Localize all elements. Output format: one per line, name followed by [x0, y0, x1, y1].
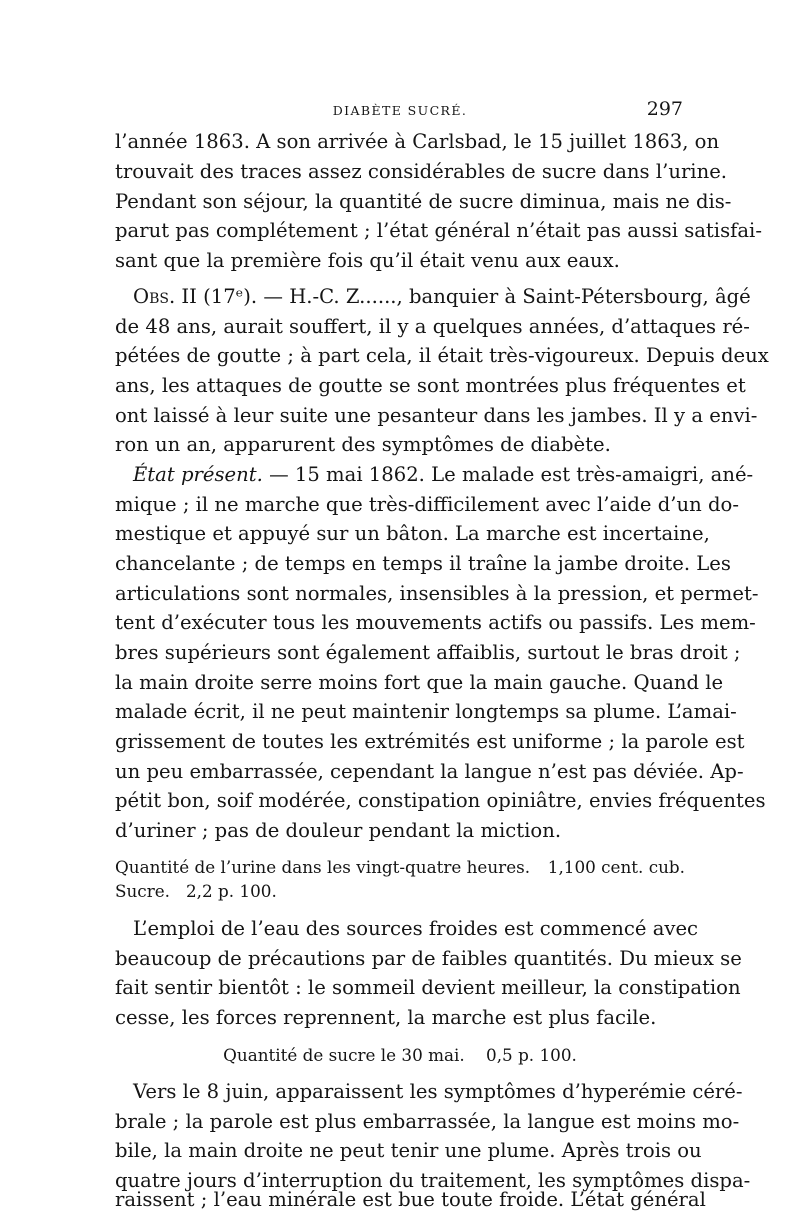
text-line: quatre jours d’interruption du traitement, les symptômes dispa- — [115, 1169, 751, 1192]
text-line: cesse, les forces reprennent, la marche est plus facile. — [115, 1006, 657, 1029]
text-line: raissent ; l’eau minérale est bue toute froide. L’état général — [115, 1188, 706, 1211]
text-line: malade écrit, il ne peut maintenir longtemps sa plume. L’amai- — [115, 700, 737, 723]
text-line: mique ; il ne marche que très-difficilement avec l’aide d’un do- — [115, 493, 739, 516]
text-line: articulations sont normales, insensibles à la pression, et permet- — [115, 582, 759, 605]
text-line: tent d’exécuter tous les mouvements actifs ou passifs. Les mem- — [115, 611, 756, 634]
text-line: brale ; la parole est plus embarrassée, la langue est moins mo- — [115, 1110, 740, 1133]
etat-label: État présent. — [133, 463, 263, 486]
page-header — [115, 100, 685, 124]
observation-heading-line — [133, 282, 751, 312]
text-line: chancelante ; de temps en temps il traîne la jambe droite. Les — [115, 552, 731, 575]
sugar-may-measurement: Quantité de sucre le 30 mai. 0,5 p. 100. — [223, 1045, 577, 1065]
text-line: bres supérieurs sont également affaiblis, surtout le bras droit ; — [115, 641, 741, 664]
text-line: la main droite serre moins fort que la main gauche. Quand le — [115, 671, 724, 694]
text-line: sant que la première fois qu’il était venu aux eaux. — [115, 249, 620, 272]
etat-heading-line — [133, 460, 754, 490]
text-line: trouvait des traces assez considérables de sucre dans l’urine. — [115, 160, 728, 183]
text-line: parut pas complétement ; l’état général n’était pas aussi satisfai- — [115, 219, 762, 242]
page-number: 297 — [646, 98, 683, 120]
text-line: Vers le 8 juin, apparaissent les symptômes d’hyperémie céré- — [133, 1080, 743, 1103]
observation-text: II (17ᵉ). — H.-C. Z......, banquier à Saint-Pétersbourg, âgé — [175, 285, 751, 308]
urine-quantity-label: Quantité de l’urine dans les vingt-quatre heures. — [115, 857, 531, 877]
observation-label: Obs. — [133, 285, 176, 308]
text-line: bile, la main droite ne peut tenir une plume. Après trois ou — [115, 1139, 702, 1162]
text-line: Pendant son séjour, la quantité de sucre diminua, mais ne dis- — [115, 190, 732, 213]
text-line: ans, les attaques de goutte se sont montrées plus fréquentes et — [115, 374, 746, 397]
running-title: DIABÈTE SUCRÉ. — [332, 103, 468, 118]
etat-text: — 15 mai 1862. Le malade est très-amaigri, ané- — [262, 463, 754, 486]
text-line: ont laissé à leur suite une pesanteur dans les jambes. Il y a envi- — [115, 404, 758, 427]
text-line: fait sentir bientôt : le sommeil devient meilleur, la constipation — [115, 976, 741, 999]
text-line: d’uriner ; pas de douleur pendant la miction. — [115, 819, 562, 842]
text-line: de 48 ans, aurait souffert, il y a quelques années, d’attaques ré- — [115, 315, 750, 338]
sugar-measurement: Sucre. 2,2 p. 100. — [115, 881, 277, 901]
text-line: beaucoup de précautions par de faibles quantités. Du mieux se — [115, 947, 742, 970]
text-line: pétit bon, soif modérée, constipation opiniâtre, envies fréquentes — [115, 789, 766, 812]
text-line: L’emploi de l’eau des sources froides est commencé avec — [133, 917, 699, 940]
text-line: grissement de toutes les extrémités est uniforme ; la parole est — [115, 730, 745, 753]
text-line: un peu embarrassée, cependant la langue n’est pas déviée. Ap- — [115, 760, 744, 783]
urine-quantity-value: 1,100 cent. cub. — [547, 857, 685, 877]
text-line: l’année 1863. A son arrivée à Carlsbad, le 15 juillet 1863, on — [115, 130, 720, 153]
text-line: ron un an, apparurent des symptômes de diabète. — [115, 433, 611, 456]
text-line: pétées de goutte ; à part cela, il était très-vigoureux. Depuis deux — [115, 344, 769, 367]
text-line: mestique et appuyé sur un bâton. La marche est incertaine, — [115, 522, 710, 545]
